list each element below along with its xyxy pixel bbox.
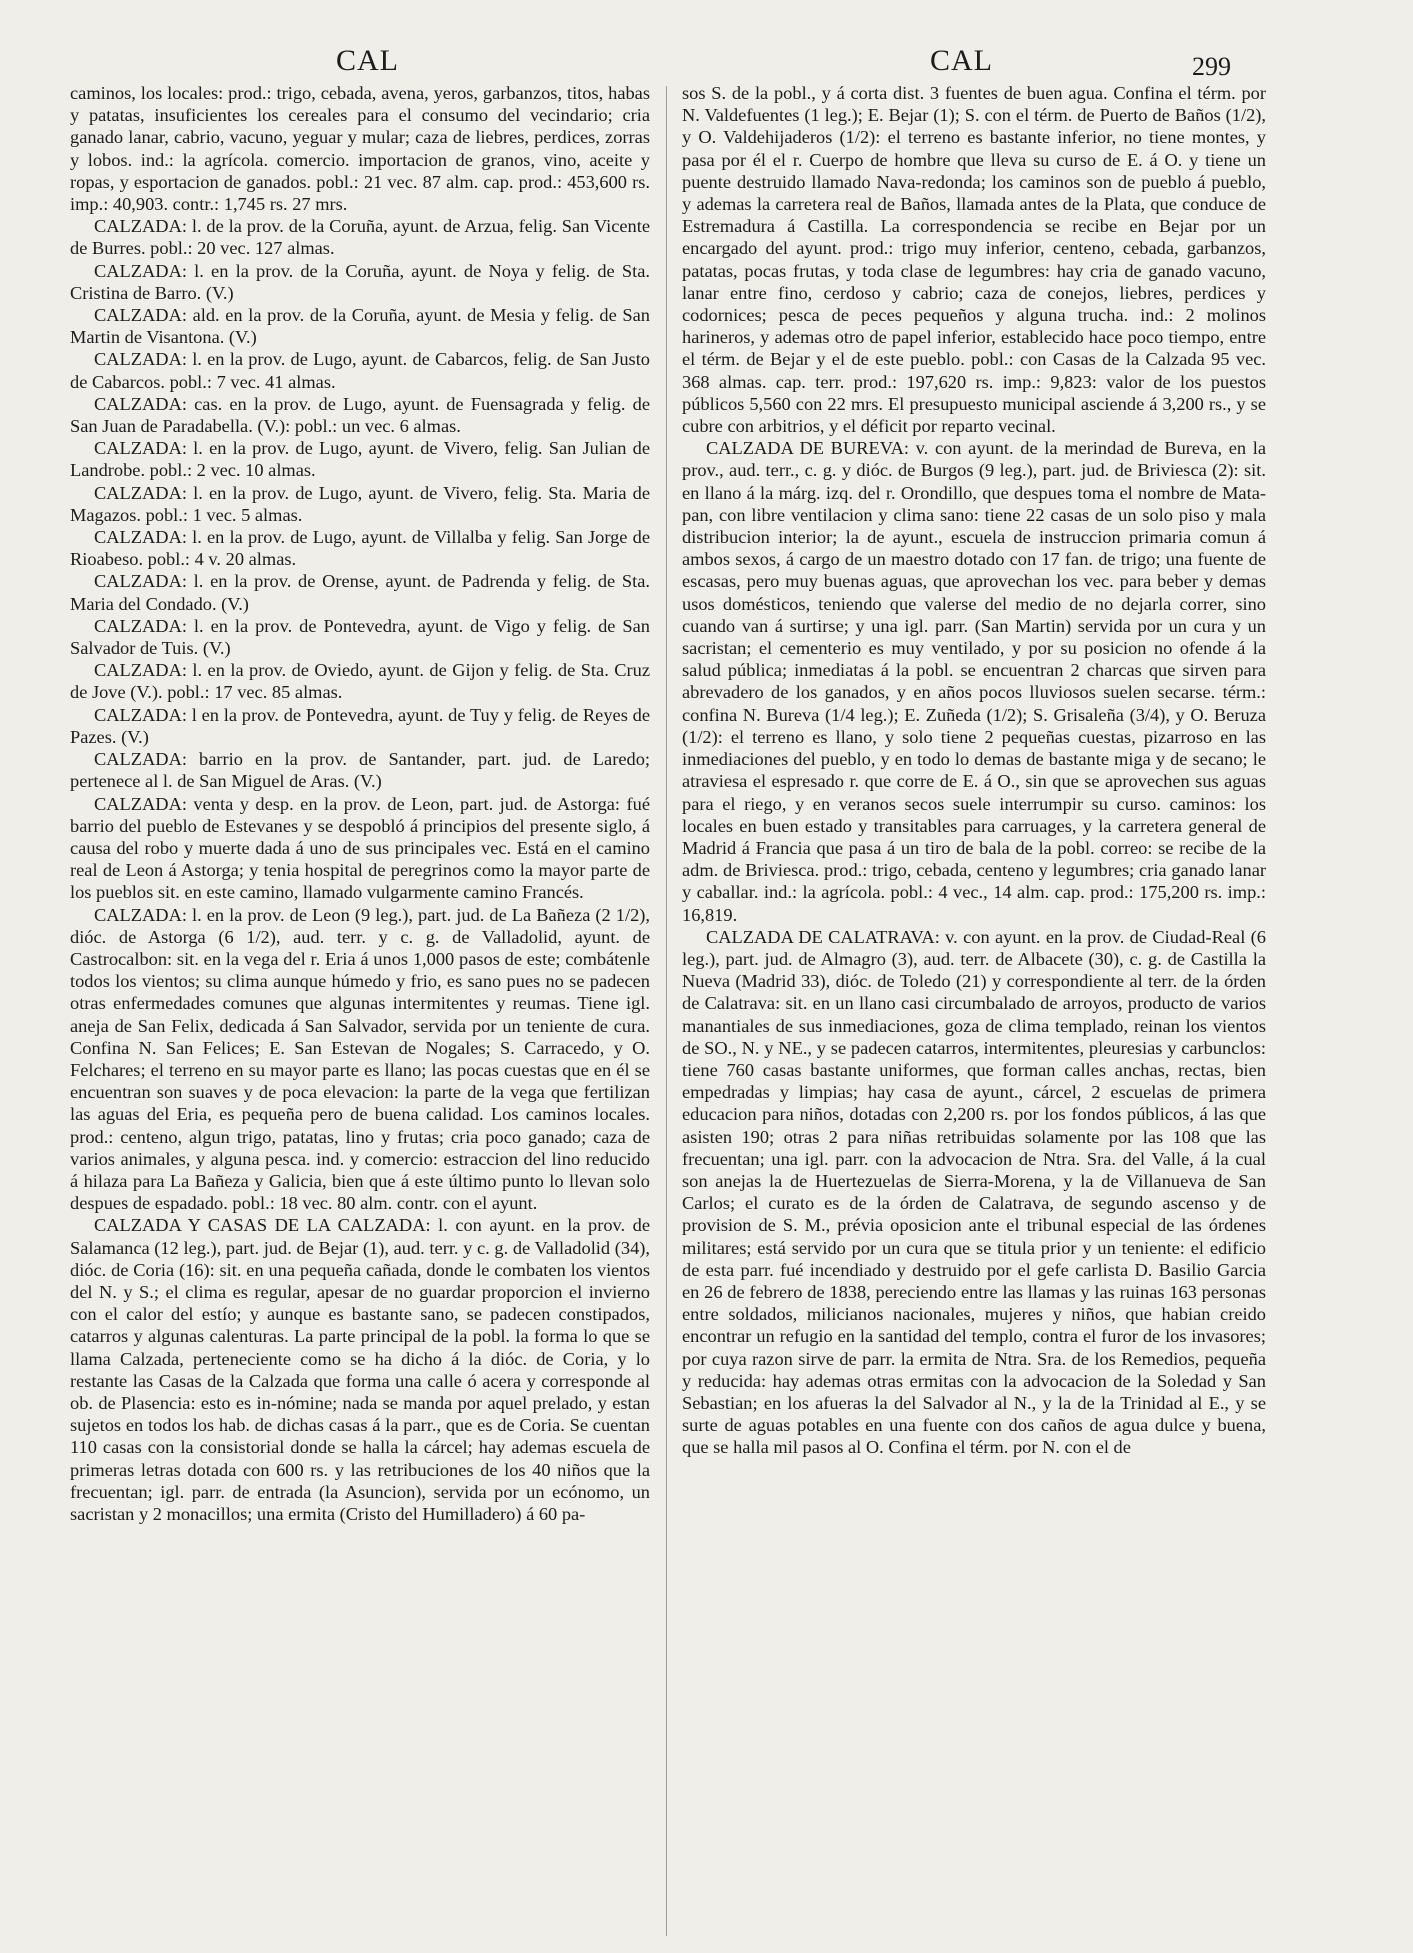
entry-paragraph: CALZADA: l. en la prov. de Leon (9 leg.), part. jud. de La Bañeza (2 1/2), dióc. de Astorga (6 1/2), aud. terr. y c. g. de Valladolid, ayunt. de Castrocalbon: sit. en la vega del r. Eria á unos 1,000 pasos de este; combátenle todos los vientos; su clima aunque húmedo y frio, es sano pues no se padecen otras enfermedades comunes que algunas intermitentes y reumas. Tiene igl. aneja de San Felix, dedicada á San Salvador, servida por un teniente de cura. Confina N. San Felices; E. San Estevan de Nogales; S. Carracedo, y O. Felchares; el terreno en su mayor parte es llano; las pocas cuestas que en él se encuentran son suaves y de poca elevacion: la parte de la vega que fertilizan las aguas del Eria, es pequeña pero de buena calidad. Los caminos locales. prod.: centeno, algun trigo, patatas, lino y frutas; cria poco ganado; caza de varios animales, y alguna pesca. ind. y comercio: estraccion del lino reducido á hilaza para La Bañeza y Galicia, bien que á este último punto lo llevan solo despues de espadado. pobl.: 18 vec. 80 alm. contr. con el ayunt. (70, 904, 650, 1214)
left-running-head: CAL (336, 44, 399, 77)
column-divider (666, 86, 667, 1936)
entry-paragraph: CALZADA DE BUREVA: v. con ayunt. de la merindad de Bureva, en la prov., aud. terr., c. g. y dióc. de Burgos (9 leg.), part. jud. de Briviesca (2): sit. en llano á la márg. izq. del r. Orondillo, que despues toma el nombre de Mata-pan, con libre ventilacion y clima sano: tiene 22 casas de un solo piso y mala distribucion interior; la de ayunt., escuela de instruccion primaria comun á ambos sexos, á cargo de un maestro dotado con 17 fan. de trigo; una fuente de escasas, pero muy buenas aguas, que aprovechan los vec. para beber y demas usos domésticos, teniendo que valerse del medio de no dejarla correr, sino cuando van á surtirse; y una igl. parr. (San Martin) servida por un cura y un sacristan; el cementerio es muy ventilado, y por su posicion no ofende á la salud pública; inmediatas á la pobl. se encuentran 2 charcas que sirven para abrevadero de los ganados, y en años pocos lluviosos suelen secarse. térm.: confina N. Bureva (1/4 leg.); E. Zuñeda (1/2); S. Grisaleña (3/4), y O. Beruza (1/2): el terreno es llano, y solo tiene 2 pequeñas cuestas, pizarroso en las inmediaciones del pueblo, y en todo lo demas de bastante miga y de secano; le atraviesa el espresado r. que corre de E. á O., sin que se aprovechen sus aguas para el riego, y en veranos secos suele interrumpir su curso. caminos: los locales en buen estado y transitables para carruages, y la carretera general de Madrid á Francia que pasa á un tiro de bala de la pobl. correo: se recibe de la adm. de Briviesca. prod.: trigo, cebada, centeno y legumbres; cria ganado lanar y caballar. ind.: la agrícola. pobl.: 4 vec., 14 alm. cap. prod.: 175,200 rs. imp.: 16,819. (682, 438, 1266, 925)
entry-paragraph: CALZADA: l en la prov. de Pontevedra, ayunt. de Tuy y felig. de Reyes de Pazes. (V.) (70, 704, 650, 747)
entry-paragraph: caminos, los locales: prod.: trigo, cebada, avena, yeros, garbanzos, titos, habas y patatas, insuficientes los cereales para el consumo del vecindario; cria ganado lanar, cabrio, vacuno, yeguar y mular; caza de liebres, perdices, zorras y lobos. ind.: la agrícola. comercio. importacion de granos, vino, aceite y ropas, y esportacion de ganados. pobl.: 21 vec. 87 alm. cap. prod.: 453,600 rs. imp.: 40,903. contr.: 1,745 rs. 27 mrs. (70, 83, 650, 215)
entry-paragraph: CALZADA Y CASAS DE LA CALZADA: l. con ayunt. en la prov. de Salamanca (12 leg.), part. jud. de Bejar (1), aud. terr. y c. g. de Valladolid (34), dióc. de Coria (16): sit. en una pequeña cañada, donde le combaten los vientos del N. y S.; el clima es regular, apesar de no guardar proporcion el invierno con el calor del estío; y aunque es bastante sano, se padecen constipados, catarros y algunas calenturas. La parte principal de la pobl. la forma lo que se llama Calzada, perteneciente como se ha dicho á la dióc. de Coria, y lo restante las Casas de la Calzada que forma una calle ó acera y corresponde al ob. de Plasencia: esto es in-nómine; nada se manda por aquel prelado, y estan sujetos en todos los hab. de dichas casas á la parr., que es de Coria. Se cuentan 110 casas con la consistorial donde se halla la cárcel; hay ademas escuela de primeras letras dotada con 600 rs. y las retribuciones de los 40 niños que la frecuentan; igl. parr. de entrada (la Asuncion), servida por un ecónomo, un sacristan y 2 monacillos; una ermita (Cristo del Humilladero) á 60 pa- (70, 1215, 650, 1524)
entry-paragraph: CALZADA: venta y desp. en la prov. de Leon, part. jud. de Astorga: fué barrio del pueblo de Estevanes y se despobló á principios del presente siglo, á causa del robo y muerte dada á uno de sus principales vec. Está en el camino real de Leon á Astorga; y tenia hospital de peregrinos como la mayor parte de los pueblos sit. en este camino, llamado vulgarmente camino Francés. (70, 793, 650, 903)
entry-paragraph: CALZADA: l. en la prov. de la Coruña, ayunt. de Noya y felig. de Sta. Cristina de Barro. (V.) (70, 260, 650, 303)
left-column (70, 82, 650, 1940)
entry-paragraph: CALZADA: l. en la prov. de Lugo, ayunt. de Vivero, felig. Sta. Maria de Magazos. pobl.: 1 vec. 5 almas. (70, 482, 650, 525)
page-number: 299 (1192, 52, 1231, 81)
right-column (682, 82, 1266, 1940)
entry-paragraph: CALZADA: l. en la prov. de Lugo, ayunt. de Cabarcos, felig. de San Justo de Cabarcos. pobl.: 7 vec. 41 almas. (70, 349, 650, 392)
entry-paragraph: CALZADA: l. en la prov. de Oviedo, ayunt. de Gijon y felig. de Sta. Cruz de Jove (V.). pobl.: 17 vec. 85 almas. (70, 660, 650, 703)
entry-paragraph: CALZADA: l. en la prov. de Pontevedra, ayunt. de Vigo y felig. de San Salvador de Tuis. (V.) (70, 615, 650, 659)
entry-paragraph: sos S. de la pobl., y á corta dist. 3 fuentes de buen agua. Confina el térm. por N. Valdefuentes (1 leg.); E. Bejar (1); S. con el térm. de Puerto de Baños (1/2), y O. Valdehijaderos (1/2): el terreno es bastante inferior, no tiene montes, y pasa por él el r. Cuerpo de hombre que lleva su curso de E. á O. y tiene un puente destruido llamado Nava-redonda; los caminos son de pueblo á pueblo, y ademas la carretera real de Baños, llamada antes de la Plata, que conduce de Estremadura á Castilla. La correspondencia se recibe en Bejar por un encargado del ayunt. prod.: trigo muy inferior, centeno, cebada, garbanzos, patatas, pocas frutas, y toda clase de legumbres: hay cria de ganado vacuno, lanar entre fino, cerdoso y cabrio; caza de conejos, liebres, perdices y codornices; pesca de peces pequeños y alguna trucha. ind.: 2 molinos harineros, y ademas otro de papel inferior, establecido hace poco tiempo, entre el térm. de Bejar y el de este pueblo. pobl.: con Casas de la Calzada 95 vec. 368 almas. cap. terr. prod.: 197,620 rs. imp.: 9,823: valor de los puestos públicos 5,560 con 22 mrs. El presupuesto municipal asciende á 3,200 rs., y se cubre con arbitrios, y el déficit por reparto vecinal. (682, 83, 1266, 437)
entry-paragraph: CALZADA: l. en la prov. de Lugo, ayunt. de Vivero, felig. San Julian de Landrobe. pobl.: 2 vec. 10 almas. (70, 438, 650, 481)
entry-paragraph: CALZADA: l. de la prov. de la Coruña, ayunt. de Arzua, felig. San Vicente de Burres. pobl.: 20 vec. 127 almas. (70, 216, 650, 259)
entry-paragraph: CALZADA: cas. en la prov. de Lugo, ayunt. de Fuensagrada y felig. de San Juan de Paradabella. (V.): pobl.: un vec. 6 almas. (70, 393, 650, 437)
entry-paragraph: CALZADA: ald. en la prov. de la Coruña, ayunt. de Mesia y felig. de San Martin de Visantona. (V.) (70, 305, 650, 348)
entry-paragraph: CALZADA: barrio en la prov. de Santander, part. jud. de Laredo; pertenece al l. de San Miguel de Aras. (V.) (70, 749, 650, 792)
right-running-head: CAL (930, 44, 993, 77)
entry-paragraph: CALZADA DE CALATRAVA: v. con ayunt. en la prov. de Ciudad-Real (6 leg.), part. jud. de Almagro (3), aud. terr. de Albacete (30), c. g. de Castilla la Nueva (Madrid 33), dióc. de Toledo (21) y correspondiente al terr. de la órden de Calatrava: sit. en un llano casi circumbalado de arroyos, producto de varios manantiales de sus inmediaciones, goza de clima templado, reinan los vientos de SO., N. y NE., y se padecen catarros, intermitentes, pleuresias y carbunclos: tiene 760 casas bastante uniformes, que forman calles anchas, rectas, bien empedradas y limpias; hay casa de ayunt., cárcel, 2 escuelas de primera educacion para niños, dotadas con 2,200 rs. por los fondos públicos, á las que asisten 190; otras 2 para niñas retribuidas solamente por las 108 que las frecuentan; una igl. parr. con la advocacion de Ntra. Sra. del Valle, á la cual son anejas la de Huertezuelas de Sierra-Morena, y la de Villanueva de San Carlos; el curato es de la órden de Calatrava, de segundo ascenso y de provision de S. M., prévia oposicion ante el tribunal especial de las órdenes militares; está servido por un cura que se titula prior y un teniente: el edificio de esta parr. fué incendiado y destruido por el gefe carlista D. Basilio Garcia en 26 de febrero de 1838, pereciendo entre las llamas y las ruinas 163 personas entre soldados, milicianos nacionales, mujeres y niños, que habian creido encontrar un refugio en la santidad del templo, contra el furor de los invasores; por cuya razon sirve de parr. la ermita de Ntra. Sra. de los Remedios, pequeña y reducida: hay ademas otras ermitas con la advocacion de la Soledad y San Sebastian; en los afueras la del Salvador al N., y la de la Trinidad al E., y se surte de aguas potables en una fuente con dos caños de agua dulce y buena, que se halla mil pasos al O. Confina el térm. por N. con el de (682, 926, 1266, 1458)
entry-paragraph: CALZADA: l. en la prov. de Orense, ayunt. de Padrenda y felig. de Sta. Maria del Condado. (V.) (70, 571, 650, 614)
entry-paragraph: CALZADA: l. en la prov. de Lugo, ayunt. de Villalba y felig. San Jorge de Rioabeso. pobl.: 4 v. 20 almas. (70, 527, 650, 570)
